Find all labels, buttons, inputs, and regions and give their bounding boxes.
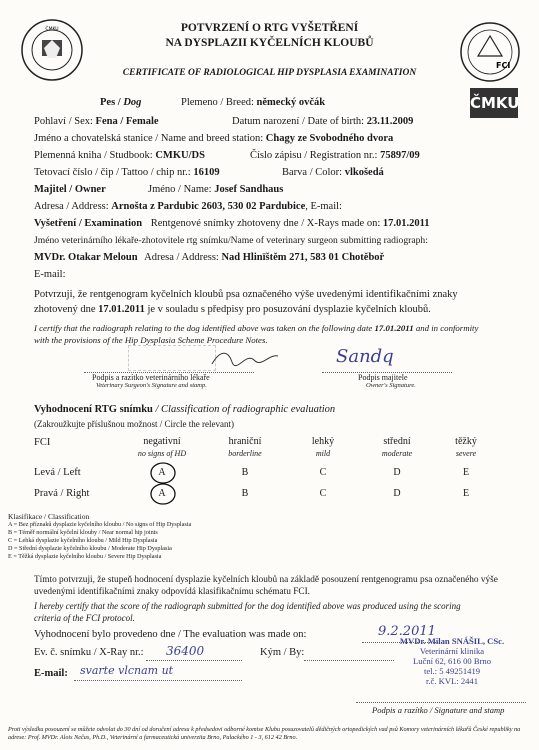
registration-value: 75897/09 [380, 150, 420, 161]
by-label: Kým / By: [260, 647, 305, 658]
classification-instruction: (Zakroužkujte příslušnou možnost / Circle the relevant) [34, 419, 234, 429]
final-cz-1: Tímto potvrzuji, že stupeň hodnocení dysplazie kyčelních kloubů na základě posouzení rentgenogramu psa označeného výše [34, 575, 498, 585]
dob-value: 23.11.2009 [366, 116, 414, 127]
right-grade-a: A [158, 488, 166, 499]
left-hip-label: Levá / Left [34, 467, 81, 478]
classification-title: Vyhodnocení RTG snímku / Classification of radiographic evaluation [34, 404, 336, 415]
sex-value: Fena / Female [95, 116, 159, 127]
tattoo-line: Tetovací číslo / čip / Tattoo / chip nr.: 16109 [34, 167, 220, 178]
sex-line: Pohlaví / Sex: Fena / Female [34, 116, 159, 127]
confirm-en-2: with the provisions of the Hip Dysplasia Scheme Procedure Notes. [34, 335, 268, 345]
legend-item-c: C = Lehká dysplazie kyčelního kloubu / Mild Hip Dysplasia [8, 537, 158, 544]
final-signature-line [356, 702, 526, 703]
vet-clinic-stamp [392, 636, 512, 686]
vet-address-value: Nad Hlinīštěm 271, 583 01 Chotěboř [221, 252, 385, 263]
dob-line: Datum narození / Date of birth: 23.11.2009 [232, 116, 414, 127]
col-moderate-en: moderate [381, 449, 413, 458]
vet-line: MVDr. Otakar Meloun Adresa / Address: Nad Hlinīštěm 271, 583 01 Chotěboř [34, 252, 385, 263]
final-signature-label: Podpis a razítko / Signature and stamp [372, 705, 505, 715]
studbook-line: Plemenná kniha / Studbook: CMKU/DS [34, 150, 205, 161]
final-email-label: E-mail: [34, 668, 68, 679]
confirm-line-1: Potvrzuji, že rentgenogram kyčelních kloubů psa označeného výše uvedenými identifikačními znaky [34, 289, 458, 300]
right-grade-b: B [241, 488, 249, 499]
owner-signature-label-en: Owner's Signature. [366, 382, 416, 389]
legend-item-a: A = Bez příznaků dysplazie kyčelního kloubu / No signs of Hip Dysplasia [8, 521, 192, 528]
examination-line: Vyšetření / Examination Rentgenové snímky zhotoveny dne / X-Rays made on: 17.01.2011 [34, 218, 430, 229]
studbook-value: CMKU/DS [155, 150, 205, 161]
final-en-2: criteria of the FCI protocol. [34, 613, 135, 623]
cmku-block-logo [470, 88, 518, 118]
vet-name-value: MVDr. Otakar Meloun [34, 252, 138, 263]
final-cz-2: uvedenými identifikačními znaky odpovídá klasifikačnímu schématu FCI. [34, 587, 311, 597]
col-negative: negativní [143, 436, 181, 447]
evaluation-date-label: Vyhodnocení bylo provedeno dne / The evaluation was made on: [34, 629, 307, 640]
right-hip-label: Pravá / Right [34, 488, 90, 499]
stamp-line-2: Veterinární klinika [419, 646, 485, 656]
svg-text:ČMKU: ČMKU [45, 27, 59, 32]
breed-value: německý ovčák [256, 97, 326, 108]
registration-line: Číslo zápisu / Registration nr.: 75897/09 [250, 150, 420, 161]
legend-item-d: D = Střední dysplazie kyčelního kloubu / Moderate Hip Dysplasia [8, 545, 172, 552]
vet-email-label: E-mail: [34, 269, 66, 280]
legend-item-e: E = Těžká dysplazie kyčelního kloubu / Severe Hip Dysplasia [8, 553, 162, 560]
left-grade-c: C [319, 467, 327, 478]
vet-stamp-faint [128, 345, 216, 371]
owner-handwritten-signature: Sandq [336, 346, 394, 367]
title-line-2: NA DYSPLAZII KYČELNÍCH KLOUBŮ [165, 37, 374, 49]
col-borderline: hraniční [228, 436, 262, 447]
owner-name-line: Jméno / Name: Josef Sandhaus [148, 184, 284, 195]
xray-date-value: 17.01.2011 [382, 218, 430, 229]
by-line [304, 660, 394, 661]
dog-name-line: Jméno a chovatelská stanice / Name and breed station: Chagy ze Svobodného dvora [34, 133, 394, 144]
fci-label: FCI [34, 437, 51, 448]
left-grade-d: D [393, 467, 401, 478]
xray-number-line [146, 660, 242, 661]
left-grade-b: B [241, 467, 249, 478]
stamp-line-1: MVDr. Milan SNÁŠIL, CSc. [399, 636, 505, 646]
dog-name-value: Chagy ze Svobodného dvora [265, 133, 394, 144]
col-mild-en: mild [315, 449, 331, 458]
owner-address-value: Arnošta z Pardubic 2603, 530 02 Pardubice [111, 201, 306, 212]
vet-signature [210, 346, 280, 370]
col-borderline-en: borderline [228, 449, 262, 458]
owner-address-line: Adresa / Address: Arnošta z Pardubic 2603, 530 02 Pardubice, E-mail: [34, 201, 342, 212]
color-value: vlkošedá [344, 167, 384, 178]
right-grade-d: D [393, 488, 401, 499]
color-line: Barva / Color: vlkošedá [282, 167, 384, 178]
tattoo-value: 16109 [193, 167, 220, 178]
col-severe: těžký [455, 436, 477, 447]
vet-signature-label: Podpis a razítko veterinárního lékaře [92, 373, 210, 382]
stamp-line-5: r.č. KVL: 2441 [425, 676, 479, 686]
cmku-logo-text: ČMKU [470, 94, 520, 112]
col-moderate: střední [383, 436, 411, 447]
vet-name-label: Jméno veterinárního lékaře-zhotovitele rtg snímku/Name of veterinary surgeon submitting radiograph: [34, 235, 428, 246]
left-grade-a: A [158, 467, 166, 478]
vet-signature-label-en: Veterinary Surgeon's Signature and stamp. [96, 382, 207, 389]
breed-line: Plemeno / Breed: německý ovčák [181, 97, 326, 108]
evaluation-date-value: 9.2.2011 [378, 624, 436, 639]
xray-number-value: 36400 [166, 644, 205, 658]
certificate-title: CERTIFICATE OF RADIOLOGICAL HIP DYSPLASIA EXAMINATION [122, 68, 417, 78]
owner-label: Majitel / Owner [34, 184, 106, 195]
owner-name-value: Josef Sandhaus [214, 184, 284, 195]
right-grade-e: E [462, 488, 470, 499]
confirm-line-2: zhotovený dne 17.01.2011 je v souladu s předpisy pro posuzování dysplazie kyčelních kloubů. [34, 304, 431, 315]
title-line-1: POTVRZENÍ O RTG VYŠETŘENÍ [180, 22, 359, 34]
col-severe-en: severe [455, 449, 477, 458]
col-negative-en: no signs of HD [137, 449, 187, 458]
final-en-1: I hereby certify that the score of the radiograph submitted for the dog identified above was produced using the scoring [34, 601, 461, 611]
legend-title: Klasifikace / Classification [8, 512, 90, 521]
final-email-value: svarte vlcnam ut [80, 664, 174, 677]
legend-item-b: B = Téměř normální kyčelní klouby / Near normal hip joints [8, 529, 158, 536]
stamp-line-3: Luční 62, 616 00 Brno [412, 656, 492, 666]
left-grade-e: E [462, 467, 470, 478]
final-email-line [74, 680, 242, 681]
pes-dog-label: Pes / Dog [100, 97, 142, 108]
confirm-en-1: I certify that the radiograph relating to the dog identified above was taken on the following date 17.01.2011 and in conformity [34, 323, 479, 333]
owner-signature-label: Podpis majitele [358, 373, 408, 382]
xray-number-label: Ev. č. snímku / X-Ray nr.: [34, 647, 144, 658]
footer-appeal-note: Proti výsledku posouzení se můžete odvolat do 30 dní od doručení adresu k předsedovi odborné komise Klubu posuzovatelů dědičných ortopedických vad psů Komory veterinárních lékařů České republiky na adrese: Prof. MVDr. Alois Nečas, Ph.D., Veterinární a farmaceutická univerzita Brno, Palackého 1 - 3, 612 42 Brno. [8, 726, 521, 741]
col-mild: lehký [311, 436, 335, 447]
fci-logo-text: FCI [496, 61, 511, 70]
stamp-line-4: tel.: 5 49251419 [423, 666, 481, 676]
right-grade-c: C [319, 488, 327, 499]
